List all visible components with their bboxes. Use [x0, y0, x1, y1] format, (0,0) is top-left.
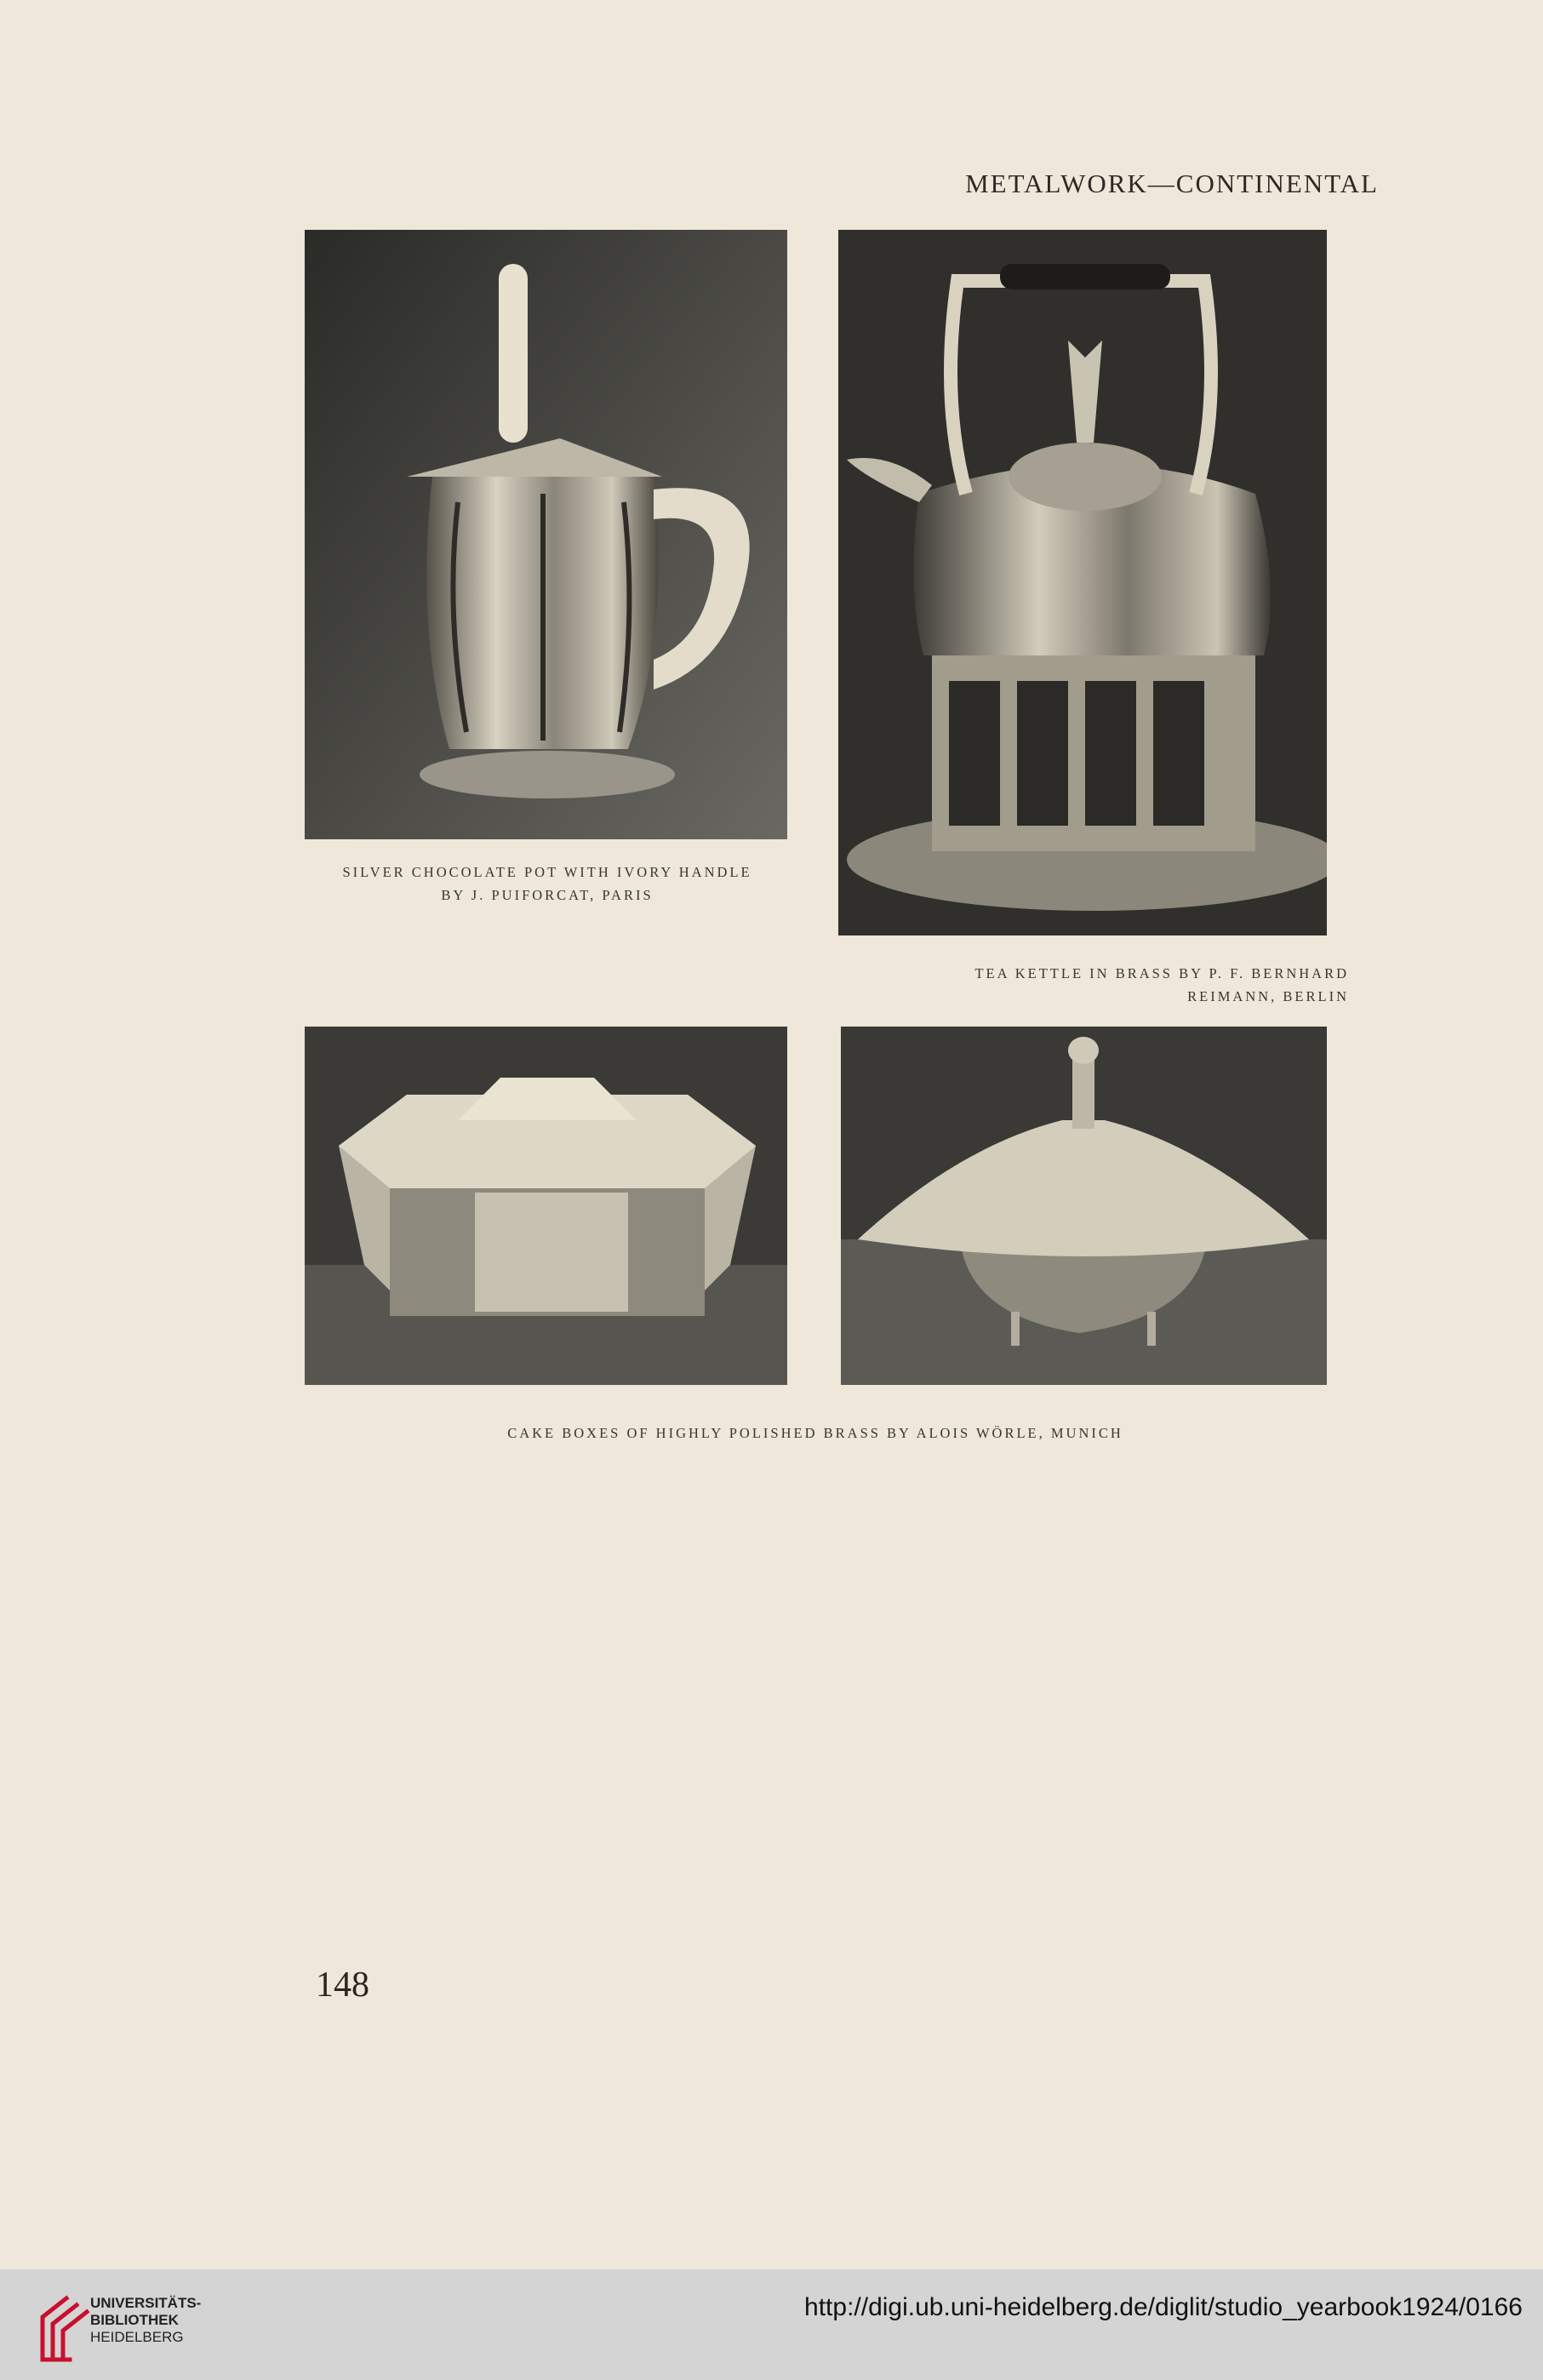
running-head: METALWORK—CONTINENTAL [965, 169, 1379, 198]
library-footer [0, 2269, 1543, 2380]
library-line: UNIVERSITÄTS- [90, 2295, 202, 2311]
caption-line: CAKE BOXES OF HIGHLY POLISHED BRASS BY ALOIS WÖRLE, MUNICH [507, 1425, 1123, 1441]
caption-line: BY J. PUIFORCAT, PARIS [441, 887, 654, 903]
library-name [90, 2295, 201, 2346]
chocolate-pot-photo [305, 230, 787, 839]
tea-kettle-caption [838, 962, 1387, 1008]
caption-line: REIMANN, BERLIN [1187, 988, 1349, 1004]
chocolate-pot-caption [305, 861, 790, 907]
cake-box-round-photo [841, 1027, 1327, 1385]
tea-kettle-photo [838, 230, 1327, 935]
page-number: 148 [316, 1965, 369, 2005]
cake-boxes-caption [305, 1422, 1326, 1445]
library-line: HEIDELBERG [90, 2329, 184, 2345]
caption-line: SILVER CHOCOLATE POT WITH IVORY HANDLE [342, 864, 752, 880]
library-line: BIBLIOTHEK [90, 2312, 179, 2328]
permalink-url[interactable]: http://digi.ub.uni-heidelberg.de/diglit/studio_yearbook1924/0166 [804, 2293, 1523, 2321]
caption-line: TEA KETTLE IN BRASS BY P. F. BERNHARD [974, 965, 1349, 981]
cake-box-octagonal-photo [305, 1027, 787, 1385]
